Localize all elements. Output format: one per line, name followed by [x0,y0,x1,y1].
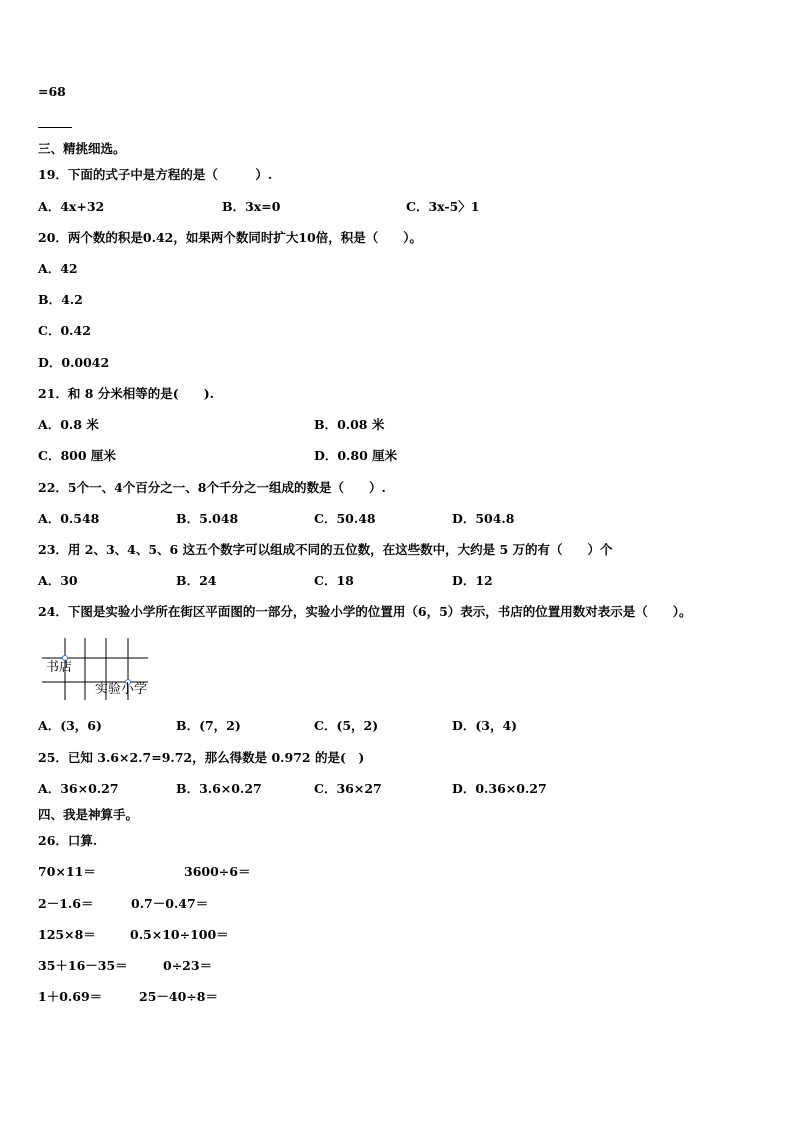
q20-option-d: D．0.0042 [38,355,110,370]
map-label-school: 实验小学 [95,682,148,697]
q19-option-b: B．3x=0 [222,199,281,214]
q22-option-b: B．5.048 [176,511,239,526]
mental-calc-item: 0.7－0.47＝ [131,896,209,911]
q19-option-c: C．3x-5〉1 [406,199,480,214]
q23-option-b: B．24 [176,573,217,588]
section-heading-4: 四、我是神算手。 [38,807,139,822]
q24-option-c: C．(5，2) [314,718,379,733]
q23-option-c: C．18 [314,573,354,588]
answer-blank-line [38,127,72,128]
q22-option-a: A．0.548 [38,511,100,526]
q23-option-a: A．30 [38,573,78,588]
mental-calc-item: 0.5×10÷100＝ [130,927,229,942]
q20-option-c: C．0.42 [38,323,91,338]
question-22: 22．5个一、4个百分之一、8个千分之一组成的数是（ ）. [38,480,386,495]
q21-option-c: C．800 厘米 [38,448,116,463]
mental-calc-item: 1＋0.69＝ [38,989,103,1004]
map-label-bookstore: 书店 [46,660,73,675]
q22-option-c: C．50.48 [314,511,376,526]
mental-calc-item: 3600÷6＝ [184,864,251,879]
q22-option-d: D．504.8 [452,511,515,526]
mental-calc-item: 25－40÷8＝ [139,989,218,1004]
equation-fragment: =68 [38,84,66,99]
q21-option-a: A．0.8 米 [38,417,99,432]
question-20: 20．两个数的积是0.42，如果两个数同时扩大10倍，积是（ ）。 [38,230,422,245]
question-24: 24．下图是实验小学所在街区平面图的一部分，实验小学的位置用（6，5）表示，书店的位置用数对表示是（ ）。 [38,604,692,619]
q20-option-b: B．4.2 [38,292,83,307]
mental-calc-item: 2－1.6＝ [38,896,94,911]
question-25: 25．已知 3.6×2.7=9.72，那么得数是 0.972 的是( ) [38,750,365,765]
q25-option-b: B．3.6×0.27 [176,781,262,796]
q24-option-a: A．(3，6) [38,718,102,733]
q24-option-d: D．(3，4) [452,718,518,733]
question-26: 26．口算. [38,833,98,848]
question-23: 23．用 2、3、4、5、6 这五个数字可以组成不同的五位数，在这些数中，大约是 5 万的有（ ）个 [38,542,613,557]
mental-calc-item: 0÷23＝ [163,958,213,973]
q21-option-d: D．0.80 厘米 [314,448,398,463]
q23-option-d: D．12 [452,573,493,588]
mental-calc-item: 70×11＝ [38,864,96,879]
mental-calc-item: 35＋16－35＝ [38,958,128,973]
q25-option-d: D．0.36×0.27 [452,781,547,796]
q25-option-c: C．36×27 [314,781,382,796]
section-heading-3: 三、精挑细选。 [38,141,126,156]
q21-option-b: B．0.08 米 [314,417,385,432]
q20-option-a: A．42 [38,261,78,276]
question-19: 19．下面的式子中是方程的是（ ）. [38,167,273,182]
q19-option-a: A．4x+32 [38,199,105,214]
q24-option-b: B．(7，2) [176,718,241,733]
q25-option-a: A．36×0.27 [38,781,119,796]
street-map-grid [40,638,164,700]
mental-calc-item: 125×8＝ [38,927,96,942]
question-21: 21．和 8 分米相等的是( ). [38,386,214,401]
